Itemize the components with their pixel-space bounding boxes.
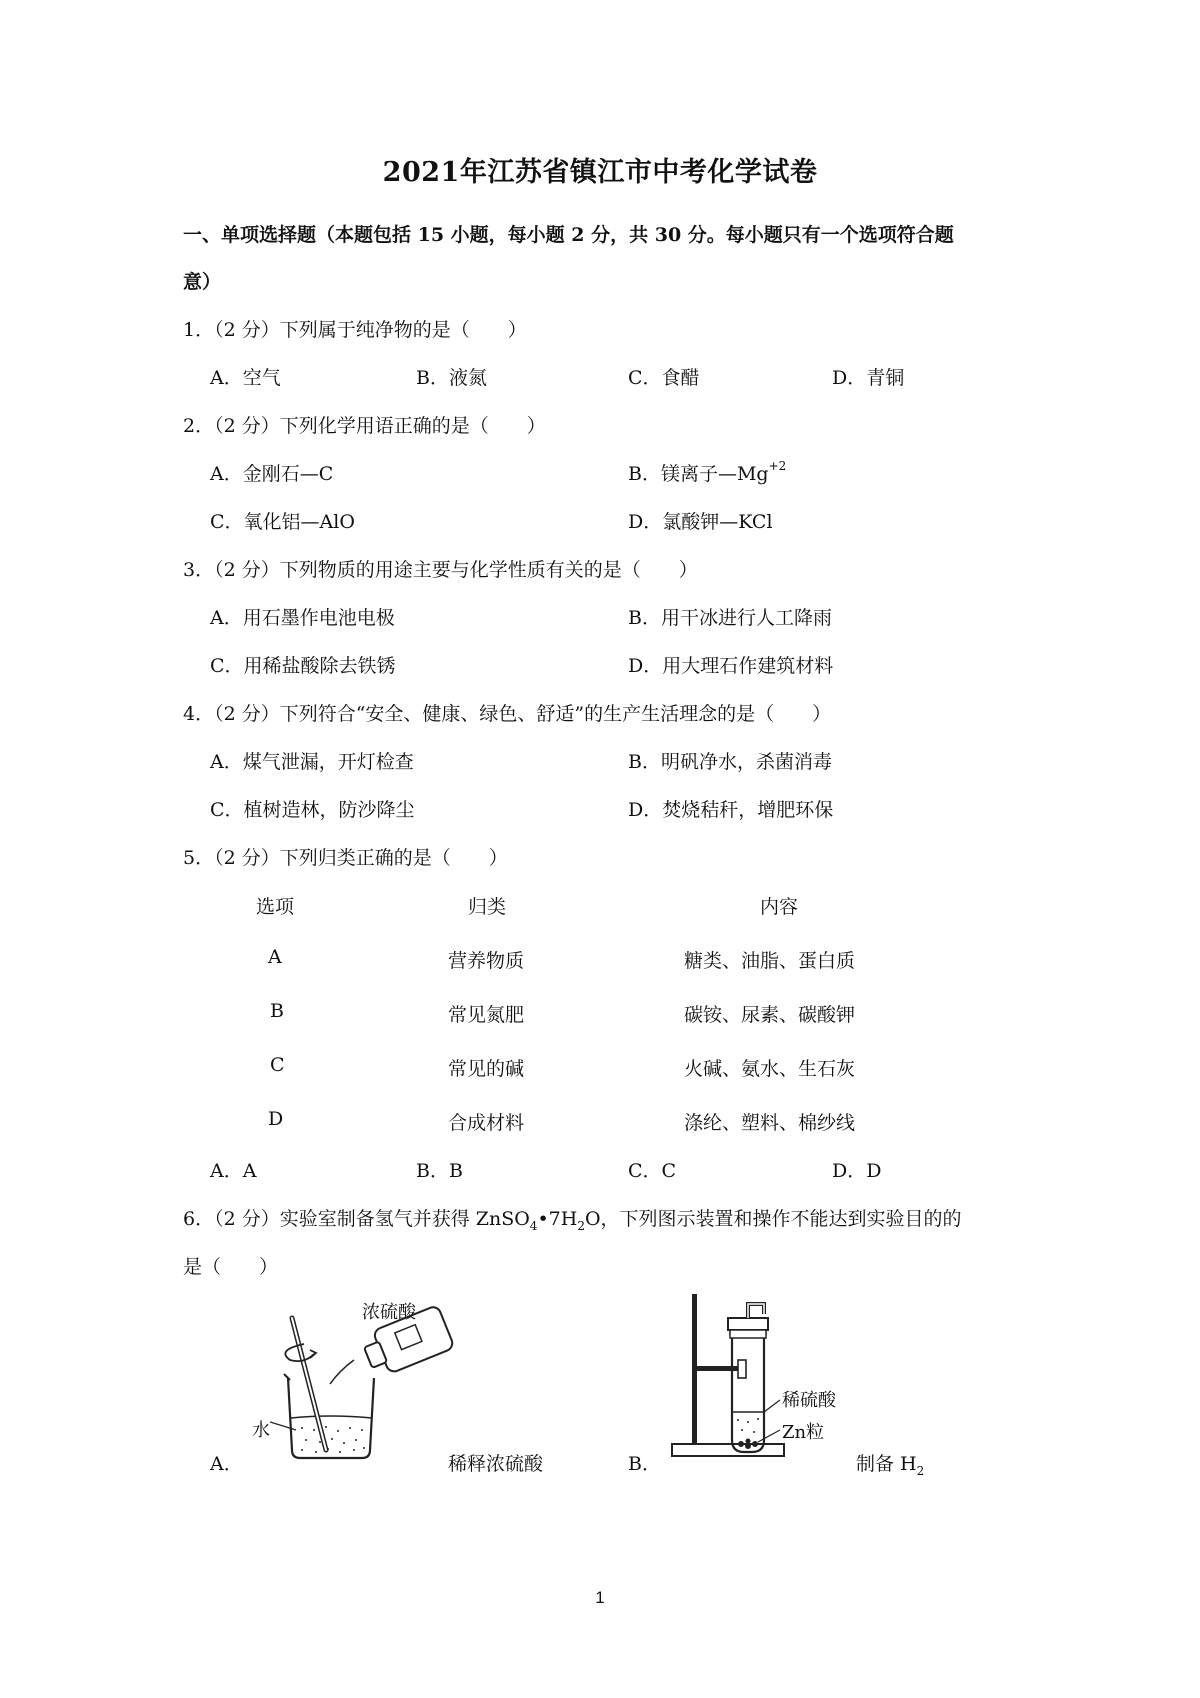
page-number: 1 — [595, 1588, 605, 1607]
q3-stem: 3．（2 分）下列物质的用途主要与化学性质有关的是（ ） — [183, 559, 698, 581]
hydrogen-apparatus-diagram — [668, 1290, 868, 1470]
section-header-line2: 意） — [183, 271, 222, 293]
q2-option-c: C．氧化铝—AlO — [210, 511, 355, 533]
q6-option-b-letter: B． — [628, 1453, 661, 1475]
q6-b-label-zn: Zn粒 — [782, 1422, 825, 1443]
q6-stem-pre: 6．（2 分）实验室制备氢气并获得 ZnSO — [183, 1208, 530, 1230]
q6-stem-line2: 是（ ） — [183, 1256, 279, 1278]
section-header-line1: 一、单项选择题（本题包括 15 小题，每小题 2 分，共 30 分。每小题只有一个选项符合题 — [183, 224, 954, 246]
q6-b-label-acid: 稀硫酸 — [782, 1390, 836, 1411]
q6-option-b-caption-sub: 2 — [916, 1463, 925, 1478]
q6-a-label-water: 水 — [252, 1420, 270, 1441]
q6-option-a-letter: A． — [210, 1453, 243, 1475]
q5-row-d-content: 涤纶、塑料、棉纱线 — [684, 1112, 856, 1134]
q2-option-d: D．氯酸钾—KCl — [628, 511, 773, 533]
q4-option-b: B．明矾净水，杀菌消毒 — [628, 751, 832, 773]
beaker-icon — [288, 1378, 374, 1458]
q5-header-option: 选项 — [256, 896, 295, 918]
q5-header-category: 归类 — [468, 896, 507, 918]
q5-row-c-option: C — [270, 1054, 285, 1076]
iron-stand-base-icon — [672, 1444, 784, 1456]
q5-header-content: 内容 — [760, 896, 799, 918]
q3-option-d: D．用大理石作建筑材料 — [628, 655, 834, 677]
q6-stem — [183, 1204, 962, 1233]
q5-stem: 5．（2 分）下列归类正确的是（ ） — [183, 847, 508, 869]
q6-stem-post: O，下列图示装置和操作不能达到实验目的的 — [584, 1208, 962, 1230]
q5-row-c-category: 常见的碱 — [448, 1058, 525, 1080]
q4-option-a: A．煤气泄漏，开灯检查 — [210, 751, 414, 773]
q2-option-b-charge: +2 — [768, 458, 787, 473]
q6-option-b-caption-text: 制备 H — [856, 1453, 917, 1475]
q5-row-b-category: 常见氮肥 — [448, 1004, 525, 1026]
test-tube-icon — [732, 1326, 764, 1452]
q2-option-a: A．金刚石—C — [210, 463, 334, 485]
q6-option-a-caption: 稀释浓硫酸 — [448, 1453, 544, 1475]
q3-option-a: A．用石墨作电池电极 — [210, 607, 395, 629]
q6-option-b-caption — [856, 1449, 924, 1478]
q4-option-c: C．植树造林，防沙降尘 — [210, 799, 415, 821]
page-title: 2021年江苏省镇江市中考化学试卷 — [382, 157, 818, 188]
q5-row-b-content: 碳铵、尿素、碳酸钾 — [684, 1004, 856, 1026]
q5-row-b-option: B — [270, 1000, 284, 1022]
q6-stem-mid: •7H — [537, 1208, 578, 1230]
q6-a-label-acid: 浓硫酸 — [362, 1302, 416, 1323]
q2-stem: 2．（2 分）下列化学用语正确的是（ ） — [183, 415, 546, 437]
q1-option-b: B．液氮 — [416, 367, 487, 389]
q3-option-b: B．用干冰进行人工降雨 — [628, 607, 832, 629]
q1-option-c: C．食醋 — [628, 367, 700, 389]
q5-row-d-option: D — [268, 1108, 284, 1130]
q1-stem: 1．（2 分）下列属于纯净物的是（ ） — [183, 319, 527, 341]
q5-option-c: C．C — [628, 1160, 677, 1182]
q4-option-d: D．焚烧秸秆，增肥环保 — [628, 799, 834, 821]
q2-option-b — [628, 459, 786, 486]
q5-option-b: B．B — [416, 1160, 463, 1182]
q1-option-d: D．青铜 — [832, 367, 905, 389]
q6-sub-2: 2 — [577, 1218, 585, 1233]
q5-row-a-option: A — [268, 946, 282, 968]
q5-row-a-content: 糖类、油脂、蛋白质 — [684, 950, 856, 972]
q3-option-c: C．用稀盐酸除去铁锈 — [210, 655, 396, 677]
q1-option-a: A．空气 — [210, 367, 281, 389]
q4-stem: 4．（2 分）下列符合“安全、健康、绿色、舒适”的生产生活理念的是（ ） — [183, 703, 832, 725]
q5-row-c-content: 火碱、氨水、生石灰 — [684, 1058, 856, 1080]
q5-option-d: D．D — [832, 1160, 882, 1182]
q2-option-b-text: B．镁离子—Mg — [628, 463, 769, 485]
q6-sub-4: 4 — [529, 1218, 538, 1233]
q5-option-a: A．A — [210, 1160, 257, 1182]
q5-row-d-category: 合成材料 — [448, 1112, 525, 1134]
q5-row-a-category: 营养物质 — [448, 950, 525, 972]
